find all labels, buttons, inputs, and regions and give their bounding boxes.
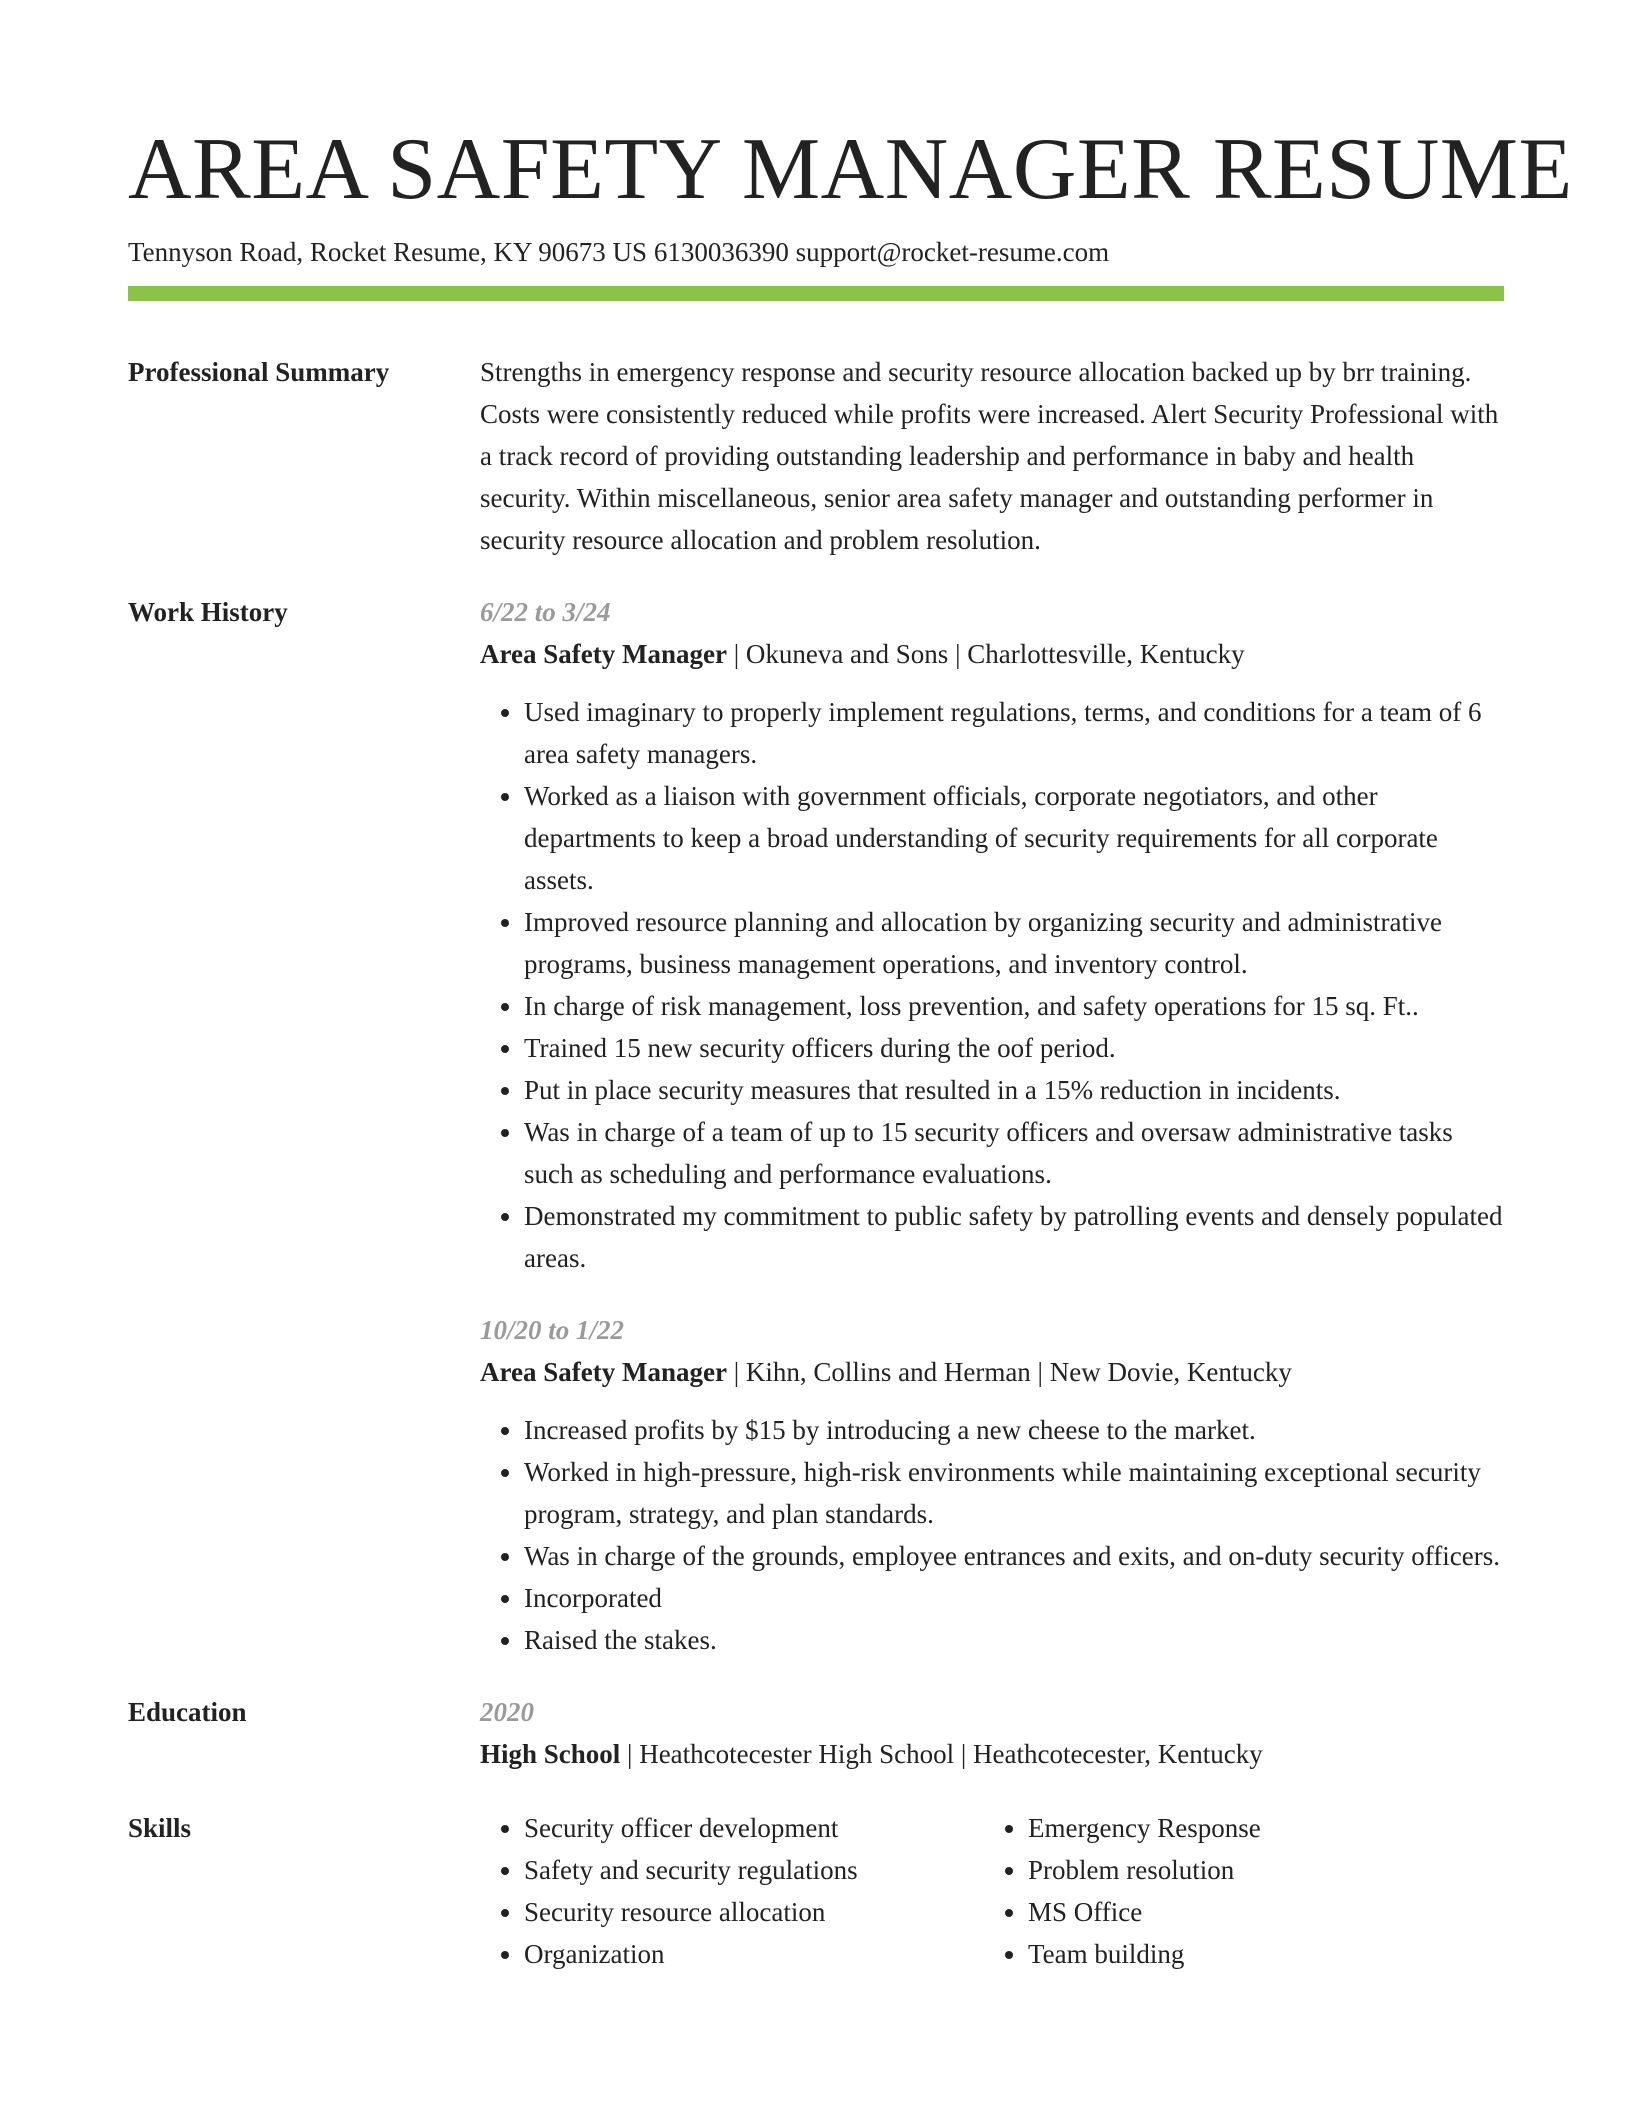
list-item: • Raised the stakes. [524,1619,1504,1661]
skill-item: • Organization [524,1933,984,1975]
skill-item: • Team building [1028,1933,1488,1975]
summary-section [128,351,1504,561]
job-bullets [480,1409,1504,1661]
job-role-line [480,1351,1504,1393]
job-employer-location: | Kihn, Collins and Herman | New Dovie, Kentucky [726,1357,1292,1387]
list-item: • Increased profits by $15 by introducing a new cheese to the market. [524,1409,1504,1451]
section-label-skills: Skills [128,1813,192,1843]
job-entry [480,591,1504,1279]
skill-item: • Problem resolution [1028,1849,1488,1891]
skill-item: • MS Office [1028,1891,1488,1933]
list-item: • Incorporated [524,1577,1504,1619]
job-dates: 6/22 to 3/24 [480,597,611,627]
section-label-summary: Professional Summary [128,357,390,387]
resume-title: AREA SAFETY MANAGER RESUME [128,121,1573,218]
resume-page [128,118,1573,1975]
list-item: • Demonstrated my commitment to public safety by patrolling events and densely populated areas. [524,1195,1504,1279]
section-label-work: Work History [128,597,288,627]
section-label-education: Education [128,1697,247,1727]
job-entry [480,1309,1504,1661]
skill-item: • Safety and security regulations [524,1849,984,1891]
job-role-line [480,633,1504,675]
contact-line: Tennyson Road, Rocket Resume, KY 90673 US 6130036390 support@rocket-resume.com [128,237,1110,267]
list-item: • Was in charge of a team of up to 15 security officers and oversaw administrative tasks such as scheduling and performance evaluations. [524,1111,1504,1195]
skills-list-right [984,1807,1488,1975]
list-item: • Put in place security measures that resulted in a 15% reduction in incidents. [524,1069,1504,1111]
skills-columns [480,1807,1504,1975]
job-employer-location: | Okuneva and Sons | Charlottesville, Kentucky [726,639,1245,669]
job-bullets [480,691,1504,1279]
skill-item: • Emergency Response [1028,1807,1488,1849]
education-body [480,1691,1504,1775]
education-degree: High School [480,1739,621,1769]
list-item: • Used imaginary to properly implement regulations, terms, and conditions for a team of 6 area safety managers. [524,691,1504,775]
list-item: • Worked in high-pressure, high-risk environments while maintaining exceptional security program, strategy, and plan standards. [524,1451,1504,1535]
skills-list-left [480,1807,984,1975]
list-item: • Trained 15 new security officers during the oof period. [524,1027,1504,1069]
education-line [480,1733,1504,1775]
list-item: • Worked as a liaison with government officials, corporate negotiators, and other departments to keep a broad understanding of security requirements for all corporate assets. [524,775,1504,901]
list-item: • In charge of risk management, loss prevention, and safety operations for 15 sq. Ft.. [524,985,1504,1027]
education-school-location: | Heathcotecester High School | Heathcotecester, Kentucky [620,1739,1263,1769]
work-history-section [128,591,1504,1661]
skills-body [480,1807,1504,1975]
list-item: • Improved resource planning and allocation by organizing security and administrative programs, business management operations, and inventory control. [524,901,1504,985]
job-dates: 10/20 to 1/22 [480,1315,625,1345]
list-item: • Was in charge of the grounds, employee entrances and exits, and on-duty security officers. [524,1535,1504,1577]
education-section [128,1691,1504,1775]
skill-item: • Security resource allocation [524,1891,984,1933]
job-title: Area Safety Manager [480,639,727,669]
skill-item: • Security officer development [524,1807,984,1849]
job-title: Area Safety Manager [480,1357,727,1387]
skills-section [128,1807,1504,1975]
header-accent-rule [128,286,1504,301]
summary-text: Strengths in emergency response and security resource allocation backed up by brr training. Costs were consistently reduced while profits were increased. Alert Security Professional with a track record of providing outstanding leadership and performance in baby and health security. Within miscellaneous, senior area safety manager and outstanding performer in security resource allocation and problem resolution. [480,357,1499,555]
work-history-body [480,591,1504,1661]
education-year: 2020 [480,1697,534,1727]
